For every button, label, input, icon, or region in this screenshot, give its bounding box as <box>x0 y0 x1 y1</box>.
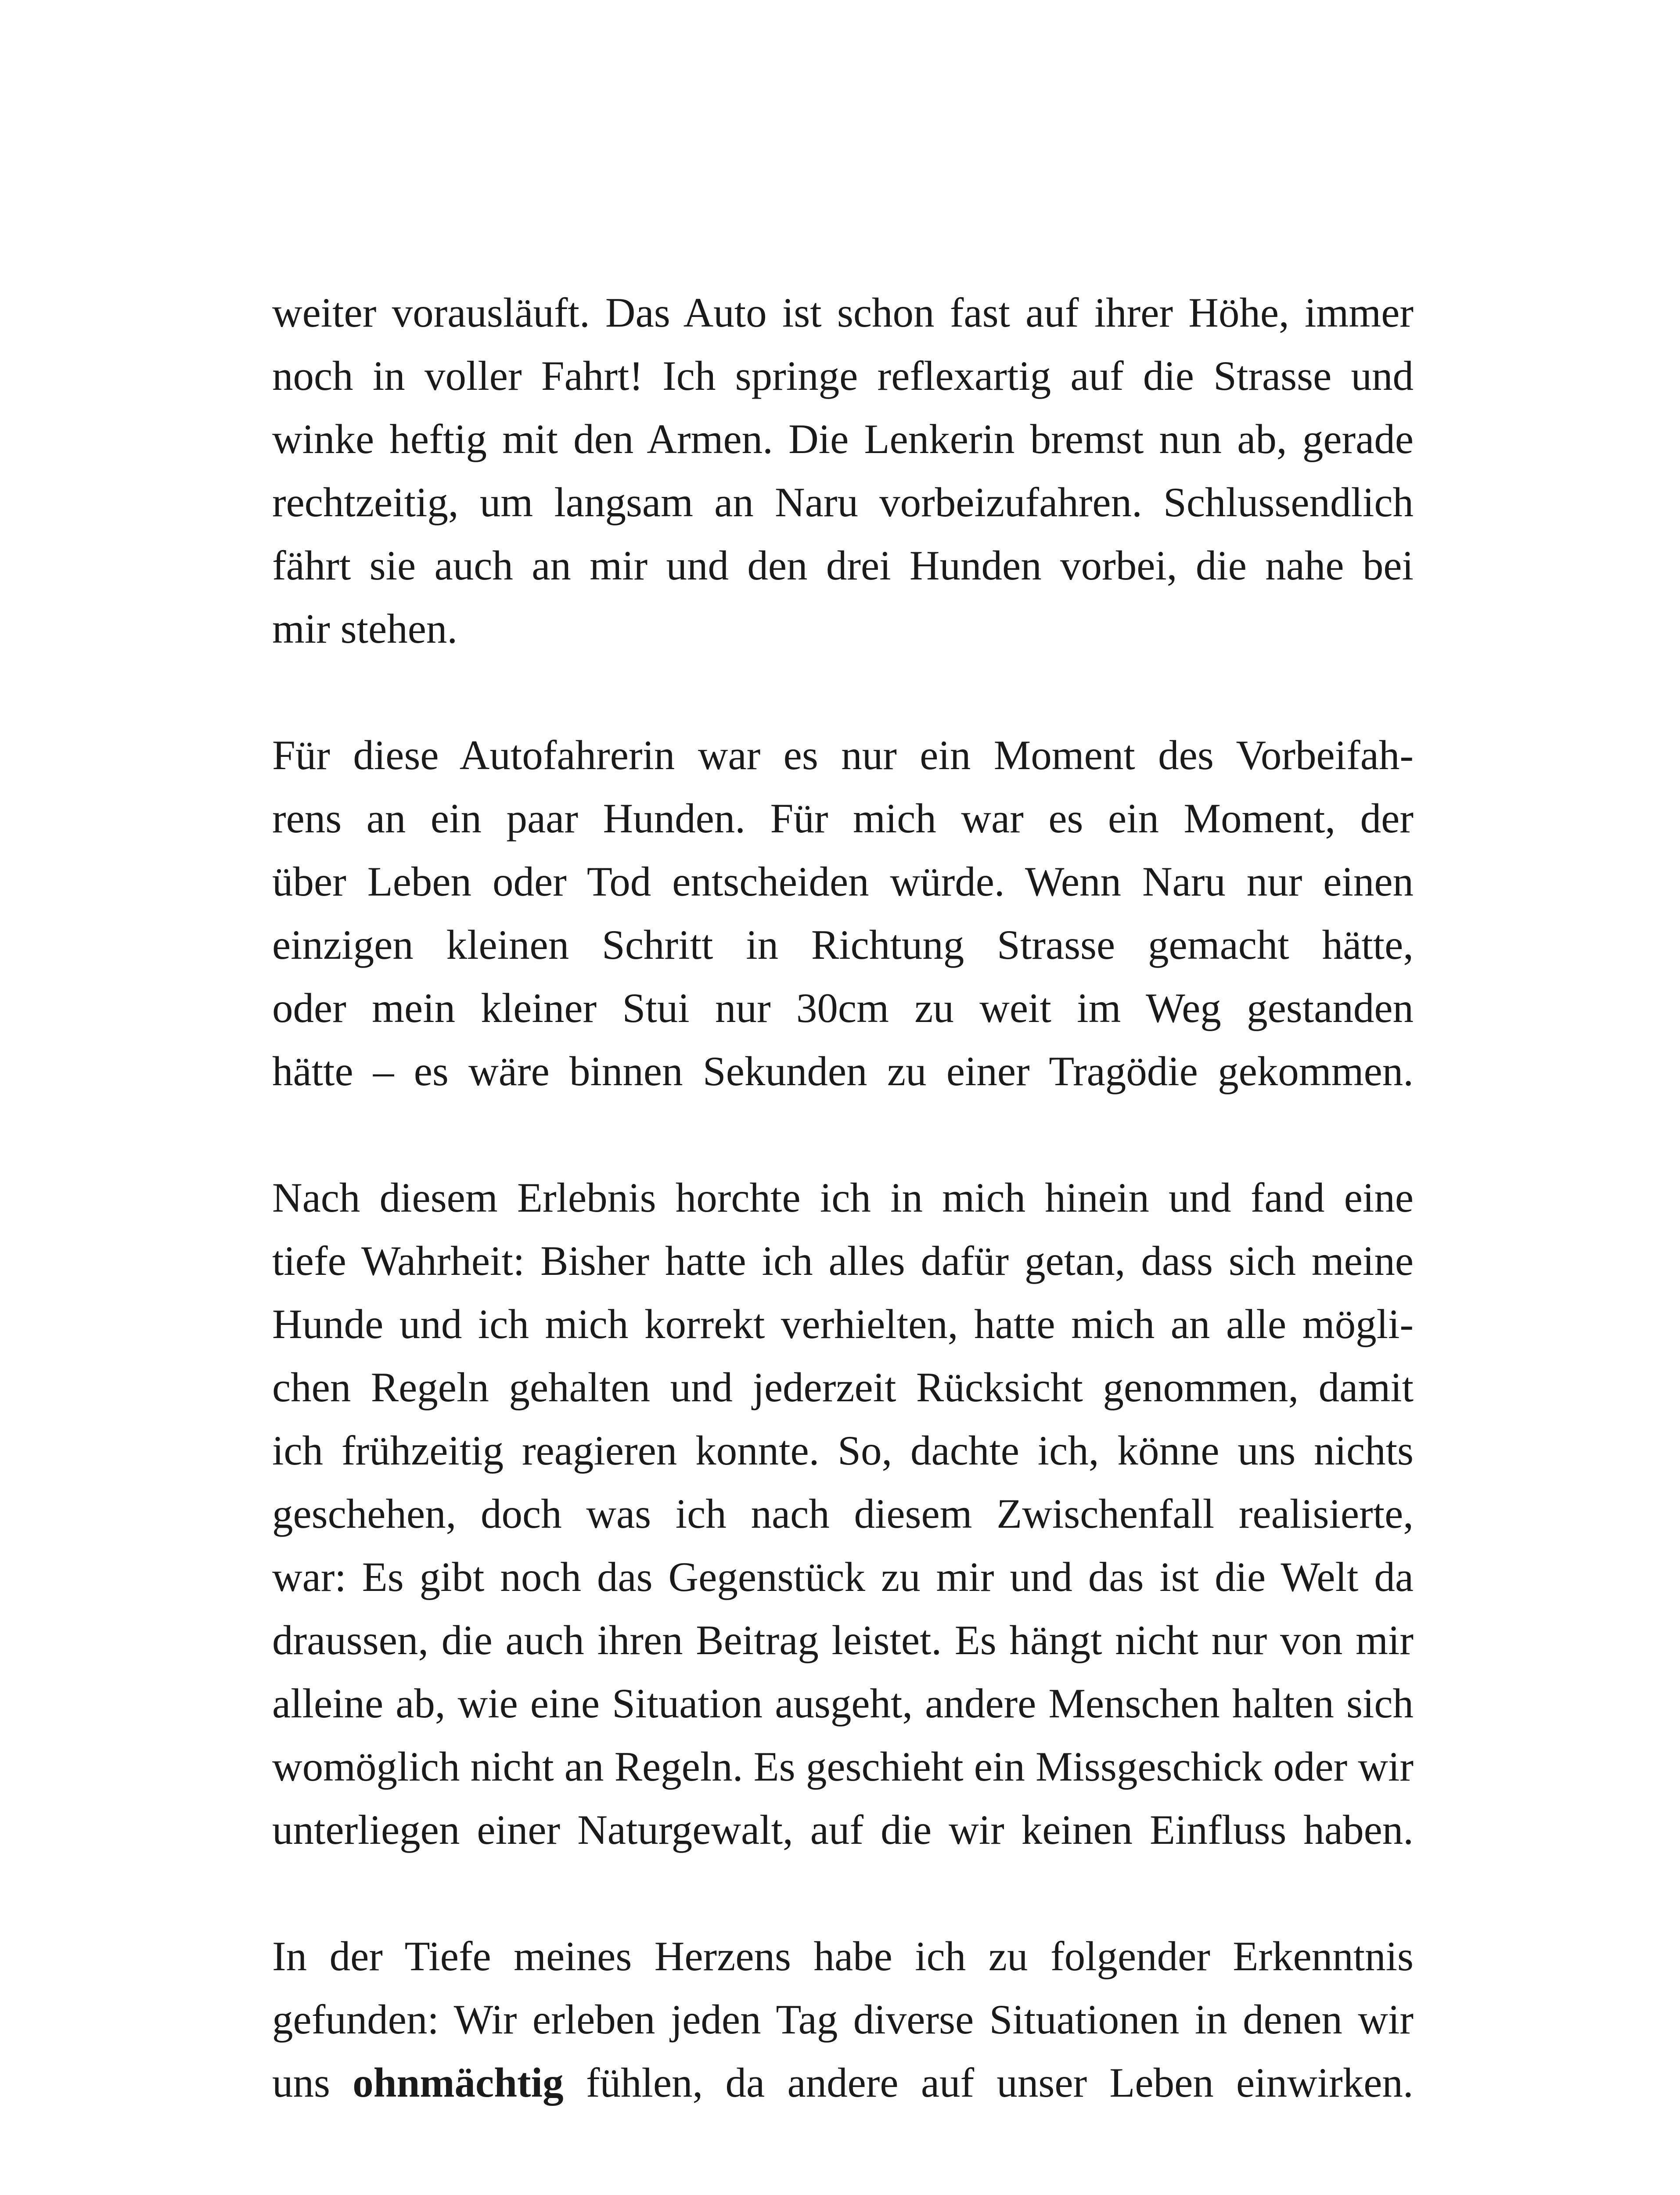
emphasis-word: ohnmächtig <box>353 2059 564 2106</box>
text-line: mir stehen. <box>272 605 458 652</box>
text-line: fährt sie auch an mir und den drei Hunden vorbei, die nahe bei <box>272 542 1414 589</box>
text-line: über Leben oder Tod entscheiden würde. Wenn Naru nur einen <box>272 858 1414 905</box>
text-line: noch in voller Fahrt! Ich springe reflexartig auf die Strasse und <box>272 353 1414 399</box>
text-line: hätte – es wäre binnen Sekunden zu einer Tragödie gekommen. <box>272 1048 1414 1094</box>
text-line: tiefe Wahrheit: Bisher hatte ich alles dafür getan, dass sich meine <box>272 1238 1414 1284</box>
text-line: ich frühzeitig reagieren konnte. So, dachte ich, könne uns nichts <box>272 1427 1414 1474</box>
text-line: Nach diesem Erlebnis horchte ich in mich hinein und fand eine <box>272 1174 1414 1221</box>
text-line: unterliegen einer Naturgewalt, auf die wir keinen Einfluss haben. <box>272 1806 1414 1853</box>
text-line: chen Regeln gehalten und jederzeit Rücksicht genommen, damit <box>272 1364 1414 1411</box>
body-text <box>272 281 1414 2114</box>
text-line: draussen, die auch ihren Beitrag leistet. Es hängt nicht nur von mir <box>272 1617 1414 1663</box>
text-line: In der Tiefe meines Herzens habe ich zu folgender Erkenntnis <box>272 1933 1414 1979</box>
text-line: alleine ab, wie eine Situation ausgeht, andere Menschen halten sich <box>272 1680 1414 1727</box>
text-line: rens an ein paar Hunden. Für mich war es ein Moment, der <box>272 795 1414 842</box>
text-line: womöglich nicht an Regeln. Es geschieht ein Missgeschick oder wir <box>272 1743 1414 1790</box>
text-line: rechtzeitig, um langsam an Naru vorbeizufahren. Schlussendlich <box>272 479 1414 525</box>
text-line: oder mein kleiner Stui nur 30cm zu weit im Weg gestanden <box>272 985 1414 1031</box>
text-line: geschehen, doch was ich nach diesem Zwischenfall realisierte, <box>272 1490 1414 1537</box>
text-line: Für diese Autofahrerin war es nur ein Moment des Vorbeifah- <box>272 732 1414 778</box>
text-run: fühlen, da andere auf unser Leben einwirken. <box>563 2059 1414 2106</box>
paragraph-spacer <box>272 1861 1414 1925</box>
text-line: winke heftig mit den Armen. Die Lenkerin bremst nun ab, gerade <box>272 416 1414 462</box>
paragraph-spacer <box>272 660 1414 723</box>
text-line: gefunden: Wir erleben jeden Tag diverse Situationen in denen wir <box>272 1996 1414 2043</box>
text-line: Hunde und ich mich korrekt verhielten, hatte mich an alle mögli- <box>272 1301 1414 1347</box>
text-line: einzigen kleinen Schritt in Richtung Strasse gemacht hätte, <box>272 921 1414 968</box>
paragraph-spacer <box>272 1103 1414 1166</box>
text-line: war: Es gibt noch das Gegenstück zu mir und das ist die Welt da <box>272 1554 1414 1600</box>
text-line: weiter vorausläuft. Das Auto ist schon fast auf ihrer Höhe, immer <box>272 289 1414 336</box>
text-run: uns <box>272 2059 353 2106</box>
text-line-with-emphasis <box>272 2051 1414 2114</box>
